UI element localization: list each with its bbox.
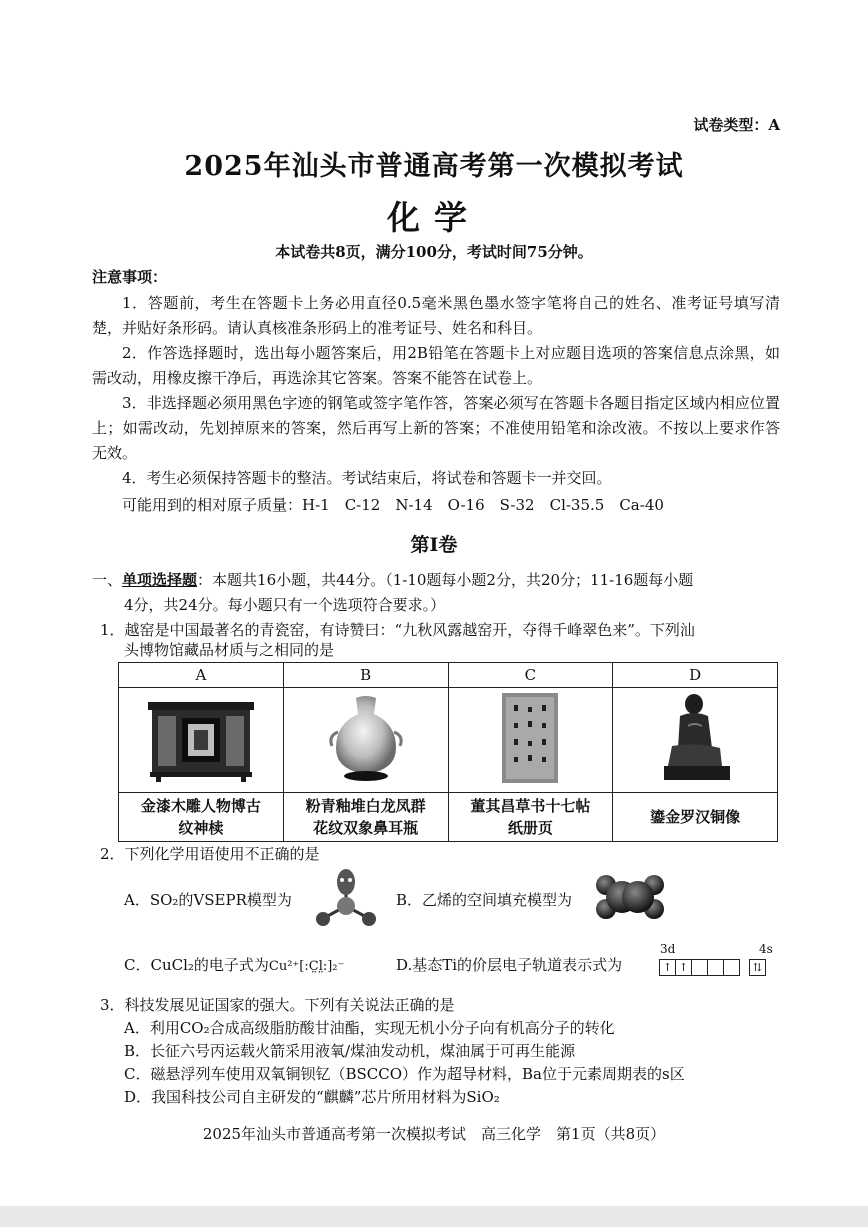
notice-item-1: 1．答题前，考生在答题卡上务必用直径0.5毫米黑色墨水签字笔将自己的姓名、准考证号填写清楚，并贴好条形码。请认真核准条形码上的准考证号、姓名和科目。	[92, 294, 780, 337]
col-header-a: A	[119, 663, 284, 688]
part1-line2: 4分，共24分。每小题只有一个选项符合要求。）	[124, 596, 446, 614]
artifact-image-a	[119, 688, 284, 793]
bronze-arhat-image	[650, 690, 740, 786]
q2-option-c: C．CuCl₂的电子式为Cu²⁺[:C̤l̤:]₂⁻	[124, 956, 345, 974]
caption-a: 金漆木雕人物博古 纹神椟	[119, 793, 284, 842]
artifact-image-d	[613, 688, 778, 793]
exam-info: 本试卷共8页，满分100分，考试时间75分钟。	[275, 243, 593, 261]
notice-item-4: 4．考生必须保持答题卡的整洁。考试结束后，将试卷和答题卡一并交回。	[122, 469, 612, 487]
ti-orbital-diagram	[660, 957, 766, 976]
q3-option-d: D．我国科技公司自主研发的“麒麟”芯片所用材料为SiO₂	[124, 1088, 500, 1106]
q2-option-d: D.基态Ti的价层电子轨道表示式为	[396, 956, 623, 974]
col-header-b: B	[283, 663, 448, 688]
artifact-image-c	[448, 688, 613, 793]
part1-heading: 单项选择题	[122, 571, 198, 589]
q1-artifact-table	[118, 662, 778, 842]
cucl2-electron-formula: Cu²⁺[:C̤l̤:]₂⁻	[268, 959, 345, 974]
orbital-label-3d: 3d	[660, 942, 676, 956]
col-header-c: C	[448, 663, 613, 688]
caption-b: 粉青釉堆白龙凤群 花纹双象鼻耳瓶	[283, 793, 448, 842]
part1-line1	[92, 568, 693, 593]
orbital-3d-1: ↑	[659, 959, 676, 976]
col-header-d: D	[613, 663, 778, 688]
part1-label: 一、	[92, 571, 123, 589]
q3-stem: 3．科技发展见证国家的强大。下列有关说法正确的是	[100, 996, 455, 1014]
celadon-vase-image	[316, 692, 416, 784]
artifact-image-b	[283, 688, 448, 793]
orbital-3d-2: ↑	[675, 959, 692, 976]
notice-title: 注意事项：	[92, 268, 168, 286]
q1-stem-line2: 头博物馆藏品材质与之相同的是	[124, 641, 335, 659]
page-footer: 2025年汕头市普通高考第一次模拟考试 高三化学 第1页（共8页）	[202, 1125, 666, 1143]
q2-option-a: A．SO₂的VSEPR模型为	[124, 891, 292, 909]
q3-option-c: C．磁悬浮列车使用双氧铜钡钇（BSCCO）作为超导材料，Ba位于元素周期表的s区	[124, 1065, 685, 1083]
orbital-3d-3	[691, 959, 708, 976]
paper-type: 试卷类型：A	[693, 116, 780, 134]
caption-c: 董其昌草书十七帖 纸册页	[448, 793, 613, 842]
subject-title: 化学	[387, 198, 481, 237]
orbital-3d-4	[707, 959, 724, 976]
q3-option-a: A．利用CO₂合成高级脂肪酸甘油酯，实现无机小分子向有机高分子的转化	[124, 1019, 615, 1037]
orbital-label-4s: 4s	[759, 942, 773, 956]
scan-edge	[0, 1206, 868, 1227]
q2-option-b: B．乙烯的空间填充模型为	[396, 891, 573, 909]
section-title: 第Ⅰ卷	[410, 534, 458, 556]
q2-stem: 2．下列化学用语使用不正确的是	[100, 845, 320, 863]
ethylene-space-filling-model-icon	[594, 872, 666, 922]
q3-option-b: B．长征六号丙运载火箭采用液氧/煤油发动机，煤油属于可再生能源	[124, 1042, 576, 1060]
q1-stem-line1: 1．越窑是中国最著名的青瓷窑，有诗赞曰：“九秋风露越窑开，夺得千峰翠色来”。下列汕	[100, 621, 695, 639]
so2-vsepr-model-icon	[312, 866, 380, 928]
notice-item-2: 2．作答选择题时，选出每小题答案后，用2B铅笔在答题卡上对应题目选项的答案信息点涂黑，如需改动，用橡皮擦干净后，再选涂其它答案。答案不能答在试卷上。	[92, 344, 780, 387]
atomic-masses: 可能用到的相对原子质量：H-1 C-12 N-14 O-16 S-32 Cl-35.5 Ca-40	[122, 496, 664, 514]
exam-title: 2025年汕头市普通高考第一次模拟考试	[184, 151, 684, 182]
orbital-4s: ⇅	[749, 959, 766, 976]
orbital-3d-5	[723, 959, 740, 976]
wooden-shrine-image	[142, 694, 260, 782]
part1-text: ：本题共16小题，共44分。（1-10题每小题2分，共20分；11-16题每小题	[197, 571, 694, 589]
notice-item-3: 3．非选择题必须用黑色字迹的钢笔或签字笔作答，答案必须写在答题卡各题目指定区域内相应位置上；如需改动，先划掉原来的答案，然后再写上新的答案；不准使用铅笔和涂改液。不按以上要求作答无效。	[92, 394, 780, 462]
calligraphy-album-image	[500, 691, 560, 785]
caption-d: 鎏金罗汉铜像	[613, 793, 778, 842]
